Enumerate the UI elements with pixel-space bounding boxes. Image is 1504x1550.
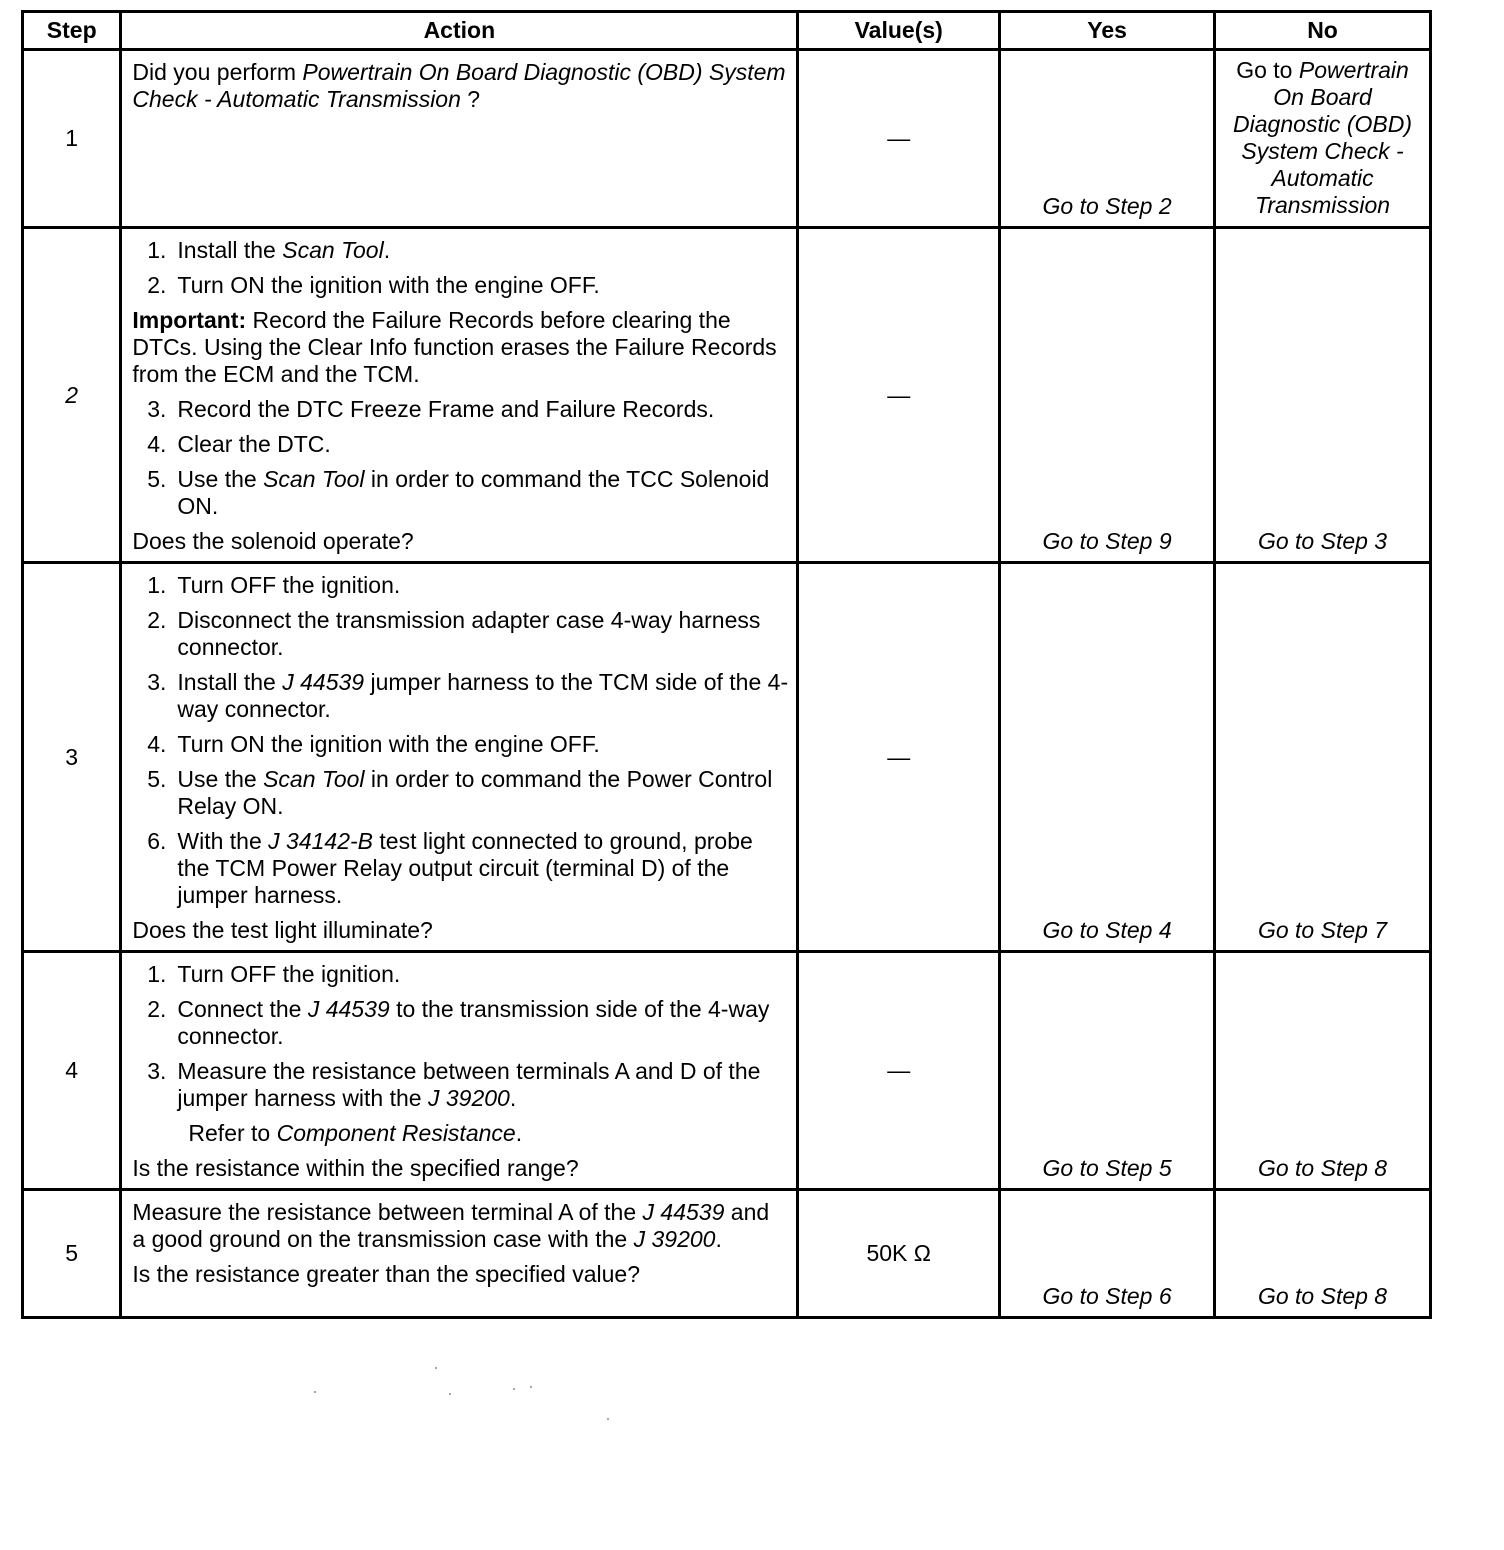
- action-list: [132, 961, 788, 1112]
- no-link-part[interactable]: System Check -: [1241, 138, 1404, 164]
- table-row-step-3: [23, 563, 1431, 952]
- item-text: Measure the resistance between terminals A and D of the jumper harness with the: [177, 1058, 761, 1111]
- action-cell: [121, 563, 798, 952]
- value-cell: —: [798, 563, 1000, 952]
- header-action: Action: [121, 12, 798, 50]
- item-number: 5.: [147, 466, 167, 492]
- question-text: Is the resistance greater than the specified value?: [132, 1261, 640, 1287]
- question-text: Is the resistance within the specified range?: [132, 1155, 579, 1181]
- action-cell: [121, 1190, 798, 1318]
- list-item: [132, 607, 788, 661]
- no-link[interactable]: Go to Step 8: [1215, 1190, 1431, 1318]
- no-link-part[interactable]: Automatic: [1271, 165, 1374, 191]
- scan-speck: [449, 1393, 451, 1395]
- list-item: [132, 996, 788, 1050]
- tool-link[interactable]: Scan Tool: [263, 766, 365, 792]
- action-list: [132, 572, 788, 909]
- value-cell: —: [798, 50, 1000, 228]
- step-number: 5: [23, 1190, 121, 1318]
- no-link-part[interactable]: Diagnostic (OBD): [1233, 111, 1412, 137]
- scan-speck: [435, 1367, 437, 1369]
- no-link-part[interactable]: Powertrain: [1298, 57, 1409, 83]
- tool-link[interactable]: J 39200: [633, 1226, 716, 1252]
- yes-link[interactable]: Go to Step 4: [1000, 563, 1215, 952]
- table-row-step-5: [23, 1190, 1431, 1318]
- step-number: 2: [23, 228, 121, 563]
- yes-link[interactable]: Go to Step 6: [1000, 1190, 1215, 1318]
- action-text: .: [715, 1226, 722, 1252]
- header-no: No: [1215, 12, 1431, 50]
- refer-note: [132, 1120, 788, 1147]
- item-number: 1.: [147, 237, 167, 263]
- yes-link[interactable]: Go to Step 2: [1000, 50, 1215, 228]
- refer-text: Refer to: [188, 1120, 277, 1146]
- item-number: 4.: [147, 731, 167, 757]
- list-item: [132, 396, 788, 423]
- item-number: 2.: [147, 272, 167, 298]
- list-item: [132, 272, 788, 299]
- action-list: [132, 396, 788, 520]
- question-text: Does the test light illuminate?: [132, 917, 433, 943]
- tool-link[interactable]: J 44539: [282, 669, 365, 695]
- item-text: Turn OFF the ignition.: [177, 572, 401, 598]
- header-step: Step: [23, 12, 121, 50]
- item-text: test light connected to ground, probe the TCM Power Relay output circuit (terminal D) of the jumper harness.: [177, 828, 753, 908]
- list-item: [132, 237, 788, 264]
- no-link-part[interactable]: On Board: [1273, 84, 1372, 110]
- action-text: Measure the resistance between terminal A of the: [132, 1199, 643, 1225]
- item-text: Turn ON the ignition with the engine OFF.: [177, 272, 600, 298]
- item-text: .: [383, 237, 391, 263]
- item-text: With the: [177, 828, 269, 854]
- item-text: Record the DTC Freeze Frame and Failure Records.: [177, 396, 715, 422]
- no-link[interactable]: Go to Step 7: [1215, 563, 1431, 952]
- action-text: and a good ground on the transmission case with the: [132, 1199, 770, 1252]
- item-number: 5.: [147, 766, 167, 792]
- step-number: 4: [23, 952, 121, 1190]
- list-item: [132, 731, 788, 758]
- yes-link[interactable]: Go to Step 9: [1000, 228, 1215, 563]
- tool-link[interactable]: J 44539: [642, 1199, 725, 1225]
- action-text: ?: [460, 86, 481, 112]
- item-text: Install the: [177, 237, 283, 263]
- item-text: .: [509, 1085, 517, 1111]
- item-number: 3.: [147, 669, 167, 695]
- diagnostic-table: [21, 10, 1432, 1319]
- item-text: Use the: [177, 766, 264, 792]
- no-link[interactable]: Go to Step 8: [1215, 952, 1431, 1190]
- table-row-step-4: [23, 952, 1431, 1190]
- item-text: Install the: [177, 669, 283, 695]
- item-number: 2.: [147, 996, 167, 1022]
- no-prefix-text: [1216, 57, 1429, 84]
- item-text: to the transmission side of the 4-way connector.: [177, 996, 770, 1049]
- tool-link[interactable]: Scan Tool: [263, 466, 365, 492]
- item-text: Turn OFF the ignition.: [177, 961, 401, 987]
- item-text: Turn ON the ignition with the engine OFF.: [177, 731, 600, 757]
- item-text: in order to command the TCC Solenoid ON.: [177, 466, 770, 519]
- header-yes: Yes: [1000, 12, 1215, 50]
- item-text: Clear the DTC.: [177, 431, 331, 457]
- list-item: [132, 431, 788, 458]
- item-text: Connect the: [177, 996, 308, 1022]
- step-number: 1: [23, 50, 121, 228]
- question-text: Does the solenoid operate?: [132, 528, 414, 554]
- value-cell: —: [798, 952, 1000, 1190]
- scan-speck: [607, 1418, 609, 1420]
- important-note: [132, 307, 788, 388]
- scan-speck: [513, 1388, 515, 1390]
- list-item: [132, 828, 788, 909]
- refer-text: .: [515, 1120, 523, 1146]
- value-cell: —: [798, 228, 1000, 563]
- action-list: [132, 237, 788, 299]
- list-item: [132, 961, 788, 988]
- tool-link[interactable]: J 39200: [427, 1085, 510, 1111]
- important-label: Important:: [132, 307, 247, 333]
- no-link[interactable]: Go to Step 3: [1215, 228, 1431, 563]
- item-text: Use the: [177, 466, 264, 492]
- table-row-step-1: [23, 50, 1431, 228]
- tool-link[interactable]: J 44539: [307, 996, 390, 1022]
- tool-link[interactable]: J 34142-B: [268, 828, 374, 854]
- important-text: Record the Failure Records before clearing the DTCs. Using the Clear Info function erases the Failure Records from the ECM and the TCM.: [132, 307, 777, 387]
- yes-link[interactable]: Go to Step 5: [1000, 952, 1215, 1190]
- no-prefix: Go to: [1236, 57, 1299, 83]
- item-text: in order to command the Power Control Relay ON.: [177, 766, 773, 819]
- action-cell: [121, 50, 798, 228]
- procedure-link[interactable]: Powertrain On Board Diagnostic (OBD) System Check - Automatic Transmission: [132, 59, 786, 112]
- scan-speck: [530, 1386, 532, 1388]
- item-number: 1.: [147, 572, 167, 598]
- table-row-step-2: [23, 228, 1431, 563]
- tool-link[interactable]: Scan Tool: [282, 237, 384, 263]
- header-row: [23, 12, 1431, 50]
- header-values: Value(s): [798, 12, 1000, 50]
- action-cell: [121, 952, 798, 1190]
- item-number: 3.: [147, 396, 167, 422]
- action-text: Did you perform: [132, 59, 303, 85]
- value-cell: 50K Ω: [798, 1190, 1000, 1318]
- list-item: [132, 572, 788, 599]
- item-number: 1.: [147, 961, 167, 987]
- list-item: [132, 669, 788, 723]
- no-link-part[interactable]: Transmission: [1255, 192, 1391, 218]
- action-cell: [121, 228, 798, 563]
- item-text: jumper harness to the TCM side of the 4-way connector.: [177, 669, 789, 722]
- step-number: 3: [23, 563, 121, 952]
- component-resistance-link[interactable]: Component Resistance: [276, 1120, 516, 1146]
- item-number: 4.: [147, 431, 167, 457]
- item-number: 6.: [147, 828, 167, 854]
- item-text: Disconnect the transmission adapter case 4-way harness connector.: [177, 607, 761, 660]
- item-number: 2.: [147, 607, 167, 633]
- list-item: [132, 766, 788, 820]
- no-cell: [1215, 50, 1431, 228]
- item-number: 3.: [147, 1058, 167, 1084]
- list-item: [132, 1058, 788, 1112]
- list-item: [132, 466, 788, 520]
- scan-speck: [314, 1391, 316, 1393]
